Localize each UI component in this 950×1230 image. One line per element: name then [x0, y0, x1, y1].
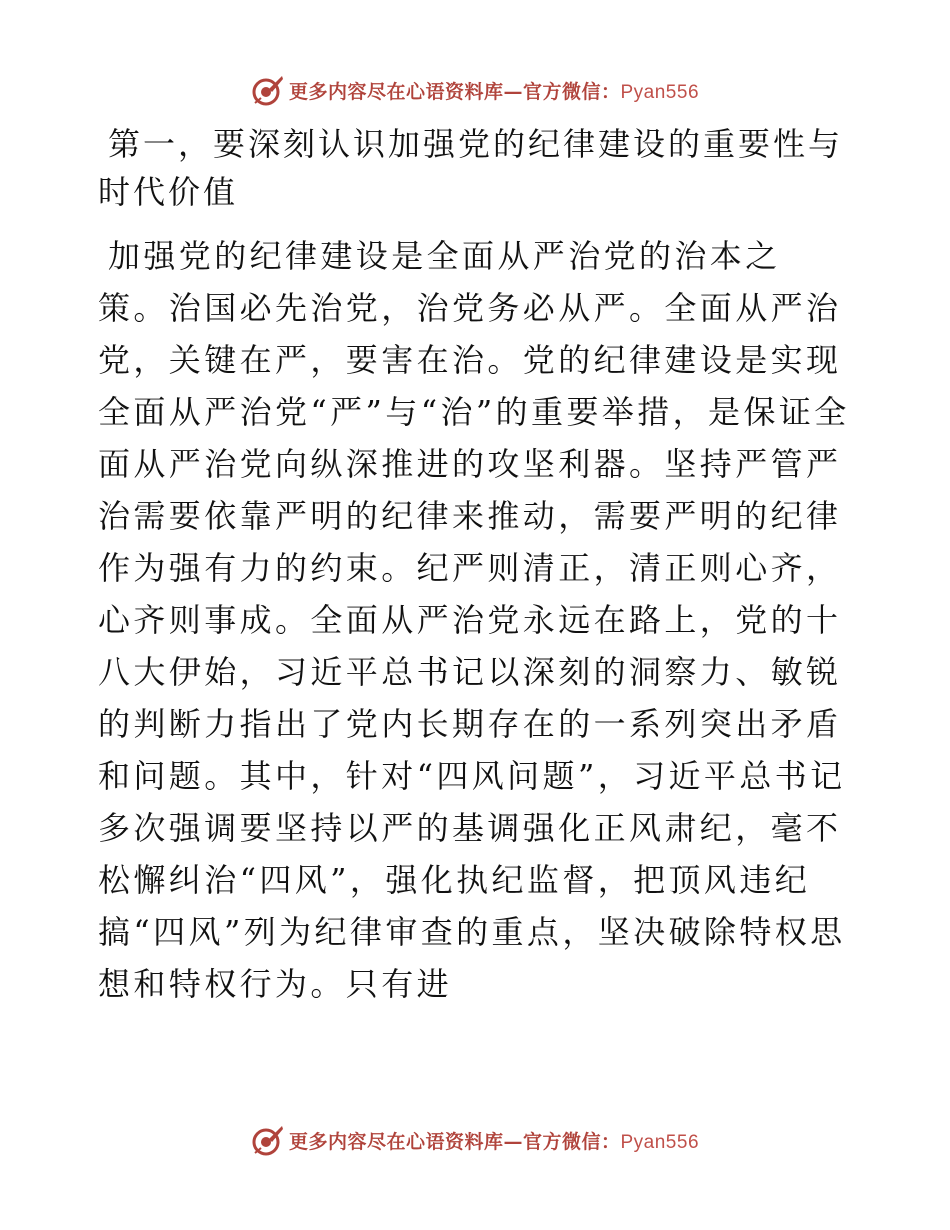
- banner-separator: —: [503, 80, 523, 103]
- banner-site-text: 更多内容尽在心语资料库: [288, 80, 504, 103]
- banner-text: [289, 77, 699, 104]
- banner-official-label: 官方微信：: [522, 80, 621, 103]
- footer-banner: [0, 1120, 950, 1160]
- banner-handle: Pyan556: [620, 81, 700, 103]
- quill-circle-icon: [251, 1123, 285, 1157]
- banner-text: [289, 1127, 699, 1154]
- banner-separator: —: [503, 1130, 523, 1153]
- header-banner: [0, 70, 950, 110]
- section-heading: 第一，要深刻认识加强党的纪律建设的重要性与时代价值: [98, 125, 844, 211]
- quill-circle-icon: [251, 73, 285, 107]
- banner-official-label: 官方微信：: [522, 1130, 621, 1153]
- banner-handle: Pyan556: [620, 1131, 700, 1153]
- document-body: [98, 120, 850, 1010]
- banner-site-text: 更多内容尽在心语资料库: [288, 1130, 504, 1153]
- body-paragraph: 加强党的纪律建设是全面从严治党的治本之策。治国必先治党，治党务必从严。全面从严治党，关键在严，要害在治。党的纪律建设是实现全面从严治党“严”与“治”的重要举措，是保证全面从严治党向纵深推进的攻坚利器。坚持严管严治需要依靠严明的纪律来推动，需要严明的纪律作为强有力的约束。纪严则清正，清正则心齐，心齐则事成。全面从严治党永远在路上，党的十八大伊始，习近平总书记以深刻的洞察力、敏锐的判断力指出了党内长期存在的一系列突出矛盾和问题。其中，针对“四风问题”，习近平总书记多次强调要坚持以严的基调强化正风肃纪，毫不松懈纠治“四风”，强化执纪监督，把顶风违纪搞“四风”列为纪律审查的重点，坚决破除特权思想和特权行为。只有进: [98, 237, 850, 1003]
